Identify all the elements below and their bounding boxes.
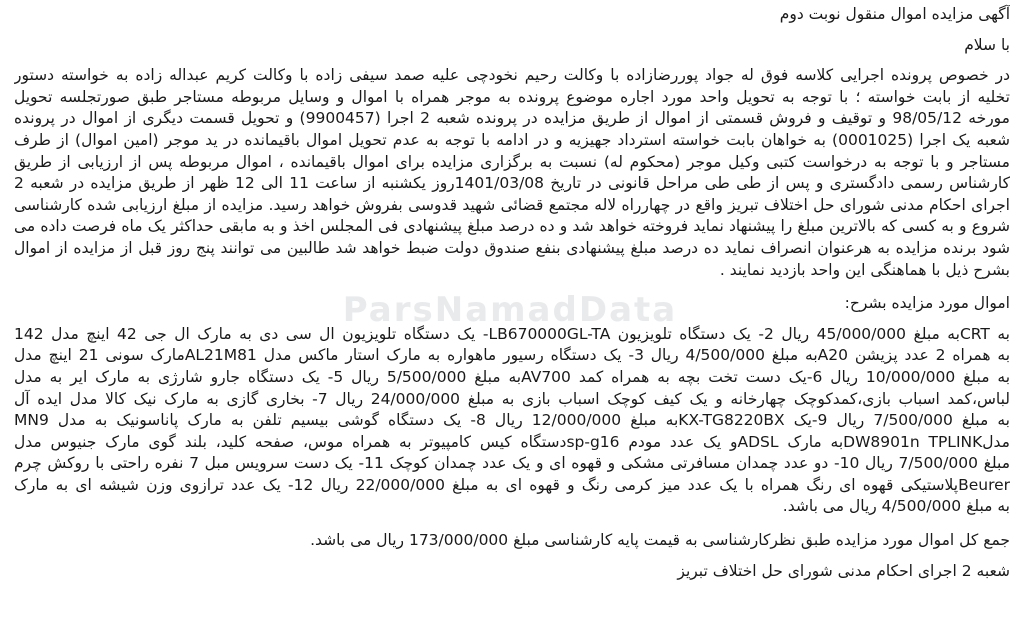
intro-paragraph [14, 65, 1010, 281]
watermark-logo: ParsNamadData [342, 290, 678, 330]
items-line: به مبلغ 7/500/000 ریال 9-یک KX-TG8220BXبه مبلغ 12/000/000 ریال 8- یک دستگاه گوشی بیسیم تلفن به مارک پاناسونیک به مدل MN9 [14, 411, 1010, 430]
greeting: با سلام [964, 35, 1010, 54]
issuer-footer: شعبه 2 اجرای احکام مدنی شورای حل اختلاف تبریز [677, 561, 1010, 580]
intro-line: در خصوص پرونده اجرایی کلاسه فوق له جواد پوررضازاده با وکالت رحیم نخودچی علیه صمد سیفی زاده با وکالت کریم عبداله زاده به خواسته دستور [14, 66, 1010, 85]
items-line: مبلغ 7/500/000 ریال 10- دو عدد چمدان مسافرتی مشکی و قهوه ای و یک عدد چمدان کوچک 11- یک دست سرویس مبل 7 نفره راحتی با روکش چرم [14, 454, 1010, 473]
items-line: لباس،کمد اسباب بازی،کمدکوچک چهارخانه و یک کیف کوچک اسباب بازی به مبلغ 24/000/000 ریال 7- بخاری گازی به مارک نیک کالا مدل ایده آل [14, 389, 1010, 408]
intro-line: مورخه 98/05/12 و توقیف و فروش قسمتی از اموال از طریق مزایده در پرونده شعبه 2 اجرا (9900457) و تحویل قسمت دیگری از اموال در پرونده [14, 109, 1010, 128]
intro-line: شود برنده مزایده به هرعنوان انصراف نماید ده درصد مبلغ پیشنهادی بنفع صندوق دولت ضبط خواهد شد طالبین می توانند پنج روز قبل از مزایده از اموال [14, 238, 1010, 257]
intro-line: تخلیه از بابت خواسته ؛ با توجه به تحویل واحد مورد اجاره موضوع پرونده به موجر همراه با اموال و وسایل مربوطه مستاجر طبق صورتجلسه تحویل [14, 87, 1010, 106]
intro-line: شروع و به کسی که بالاترین مبلغ را پیشنهاد نماید فروخته خواهد شد و ده درصد مبلغ پیشنهادی فی المجلس اخذ و به مابقی حداکثر یک ماه فرصت داده می [14, 217, 1010, 236]
items-line: Beurerپلاستیکی قهوه ای رنگ همراه با یک عدد میز کرمی رنگ و قهوه ای به مبلغ 22/000/000 ریال 12- یک عدد ترازوی وزن شیشه ای به مارک [14, 475, 1010, 494]
intro-line: مستاجر و با توجه به درخواست کتبی وکیل موجر (محکوم له) نسبت به برگزاری مزایده برای اموال باقیمانده ، اموال مربوطه پس از ارزیابی از طریق [14, 152, 1010, 171]
items-line: به همراه 2 عدد پزیشن A20به مبلغ 4/500/000 ریال 3- یک دستگاه رسیور ماهواره به مارک استار ماکس مدل AL21M81مارک سونی 21 اینچ مدل [14, 346, 1010, 365]
items-paragraph [14, 324, 1010, 518]
items-heading: اموال مورد مزایده بشرح: [844, 294, 1010, 313]
document-title: آگهی مزایده اموال منقول نوبت دوم [779, 5, 1010, 23]
intro-line: شعبه یک اجرا (0001025) به خواهان بابت خواسته استرداد جهیزیه و در ادامه با توجه به عدم تحویل اموال باقیمانده در ید موجر (امین اموال) از طرف [14, 130, 1010, 149]
items-line: به مبلغ 4/500/000 ریال می باشد. [782, 497, 1010, 516]
total-line: جمع کل اموال مورد مزایده طبق نظرکارشناسی به قیمت پایه کارشناسی مبلغ 173/000/000 ریال می باشد. [310, 531, 1010, 550]
intro-line: اجرای احکام مدنی شورای حل اختلاف تبریز واقع در چهارراه لاله مجتمع قضائی شهید قدوسی بفروش خواهد رسید. مزایده از مبلغ ارزیابی شده کارشناسی [14, 195, 1010, 214]
intro-line: بشرح ذیل با هماهنگی این واحد بازدید نمایند . [719, 260, 1010, 279]
items-line: مدلDW8901n TPLINKبه مارک ADSLو یک عدد مودم sp-g16دستگاه کیس کامپیوتر به همراه موس، صفحه کلید، بلند گوی مارک جنیوس مدل [14, 432, 1010, 451]
items-line: به CRTبه مبلغ 45/000/000 ریال 2- یک دستگاه تلویزیون LB670000GL-TA- یک دستگاه تلویزیون ال سی دی به مارک ال جی 42 اینچ مدل 142 [14, 324, 1010, 343]
intro-line: کارشناس رسمی دادگستری و پس از طی طی مراحل قانونی در تاریخ 1401/03/08روز یکشنبه از ساعت 11 الی 12 ظهر از طریق مزایده در شعبه 2 [14, 174, 1010, 193]
items-line: به مبلغ 10/000/000 ریال 6-یک دست تخت بچه به همراه کمد AV700به مبلغ 5/500/000 ریال 5- یک دستگاه جارو شارژی به مارک ایر به مدل [14, 367, 1010, 386]
